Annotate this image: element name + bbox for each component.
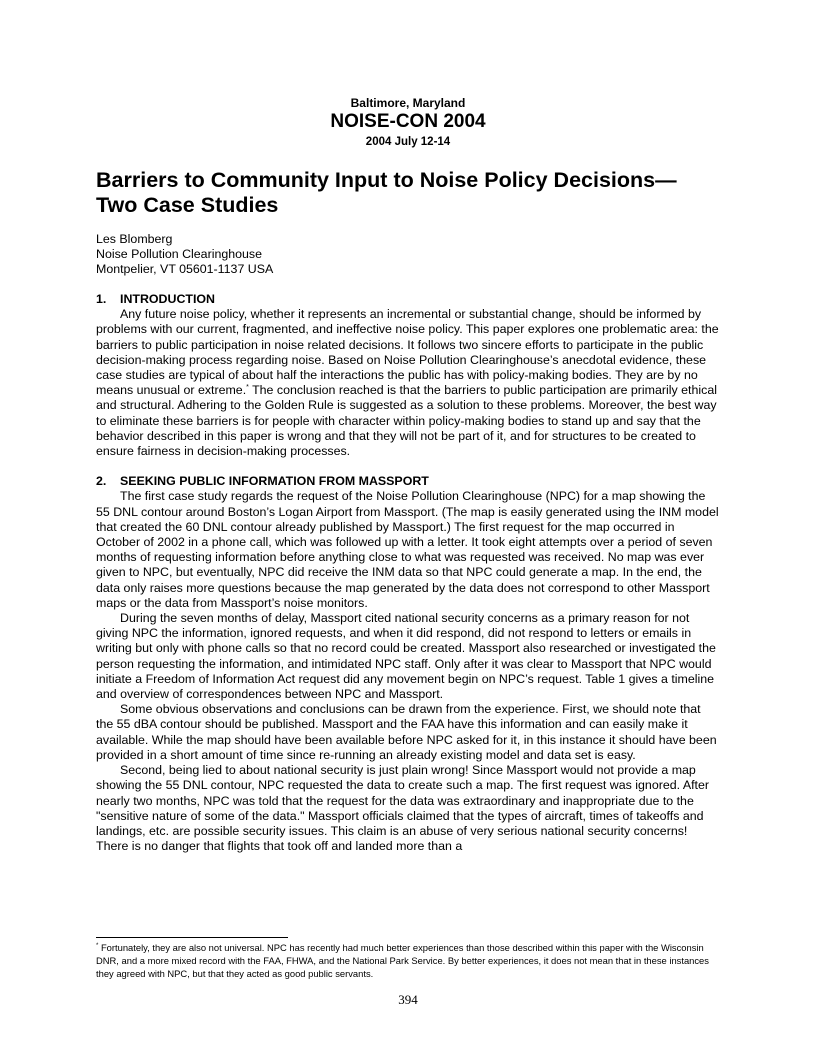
section-2-paragraph-1: The first case study regards the request of the Noise Pollution Clearinghouse (NPC) for a map showing the 55 DNL contour around Boston’s Logan Airport from Massport. (The map is easily generated using the INM model that created the 60 DNL contour already published by Massport.) The first request for the map occurred in October of 2002 in a phone call, which was followed up with a letter. It took eight attempts over a period of seven months of requesting information before anything close to what was requested was received. No map was ever given to NPC, but eventually, NPC did receive the INM data so that NPC could generate a map. In the end, the data only raises more questions because the map generated by the data does not correspond to other Massport maps or the data from Massport’s noise monitors. bbox=[96, 489, 719, 610]
author-name: Les Blomberg bbox=[96, 232, 173, 246]
paper-title-line-2: Two Case Studies bbox=[96, 192, 279, 217]
footnote-symbol: * bbox=[96, 942, 99, 949]
section-2-paragraph-4: Second, being lied to about national security is just plain wrong! Since Massport would not provide a map showing the 55 DNL contour, NPC requested the data to create such a map. The first request was ignored. After nearly two months, NPC was told that the request for the data was extraordinary and inappropriate due to the "sensitive nature of some of the data." Massport officials claimed that the types of aircraft, times of takeoffs and landings, etc. are possible security issues. This claim is an abuse of very serious national security concerns! There is no danger that flights that took off and landed more than a bbox=[96, 763, 709, 854]
section-2-paragraph-2: During the seven months of delay, Massport cited national security concerns as a primary reason for not giving NPC the information, ignored requests, and when it did respond, did not respond to letters or emails in writing but only with phone calls so that no record could be created. Massport also researched or investigated the person requesting the information, and intimidated NPC staff. Only after it was clear to Massport that NPC would initiate a Freedom of Information Act request did any movement begin on NPC’s request. Table 1 gives a timeline and overview of correspondences between NPC and Massport. bbox=[96, 611, 716, 702]
section-1-title: INTRODUCTION bbox=[120, 292, 215, 306]
footnote-marker: * bbox=[246, 384, 249, 392]
paper-body bbox=[96, 292, 720, 854]
section-2-number: 2. bbox=[96, 474, 107, 489]
footnote-divider bbox=[96, 937, 288, 938]
conference-dates: 2004 July 12-14 bbox=[365, 136, 451, 148]
paper-title bbox=[96, 168, 720, 217]
footnote-text: Fortunately, they are also not universal. NPC has recently had much better experiences than those described within this paper with the Wisconsin DNR, and a more mixed record with the FAA, FHWA, and the National Park Service. By better experiences, it does not mean that in these instances they agreed with NPC, but that they acted as good public servants. bbox=[96, 942, 709, 979]
section-1-heading bbox=[96, 292, 720, 307]
section-1-paragraph: Any future noise policy, whether it represents an incremental or substantial change, should be informed by problems with our current, fragmented, and ineffective noise policy. This paper explores one problematic area: the barriers to public participation in noise related decisions. It follows two sincere efforts to participate in the public decision-making process regarding noise. Based on Noise Pollution Clearinghouse’s anecdotal evidence, these case studies are typical of about half the interactions the public has with policy-making bodies. They are by no means unusual or extreme.* The conclusion reached is that the barriers to public participation are primarily ethical and structural. Adhering to the Golden Rule is suggested as a solution to these problems. Moreover, the best way to eliminate these barriers is for people with character within policy-making bodies to stand up and say that the behavior described in this paper is wrong and that they will not be part of it, and for structures to be created to ensure fairness in decision-making processes. bbox=[96, 307, 719, 459]
paper-title-line-1: Barriers to Community Input to Noise Policy Decisions— bbox=[96, 168, 677, 192]
section-2-title: SEEKING PUBLIC INFORMATION FROM MASSPORT bbox=[120, 474, 429, 489]
section-1-number: 1. bbox=[96, 292, 107, 306]
section-2-heading bbox=[96, 474, 720, 489]
author-address: Montpelier, VT 05601-1137 USA bbox=[96, 262, 274, 277]
author-organization: Noise Pollution Clearinghouse bbox=[96, 247, 262, 262]
conference-location: Baltimore, Maryland bbox=[350, 96, 466, 110]
page-number: 394 bbox=[398, 992, 418, 1007]
conference-name: NOISE-CON 2004 bbox=[330, 111, 486, 132]
section-2-paragraph-3: Some obvious observations and conclusions can be drawn from the experience. First, we should note that the 55 dBA contour should be published. Massport and the FAA have this information and can easily make it available. While the map should have been available before NPC asked for it, in this instance it should have been provided in a short amount of time since re-running an already existing model and data set is easy. bbox=[96, 702, 717, 762]
footnote bbox=[96, 941, 720, 980]
author-block bbox=[96, 232, 720, 278]
